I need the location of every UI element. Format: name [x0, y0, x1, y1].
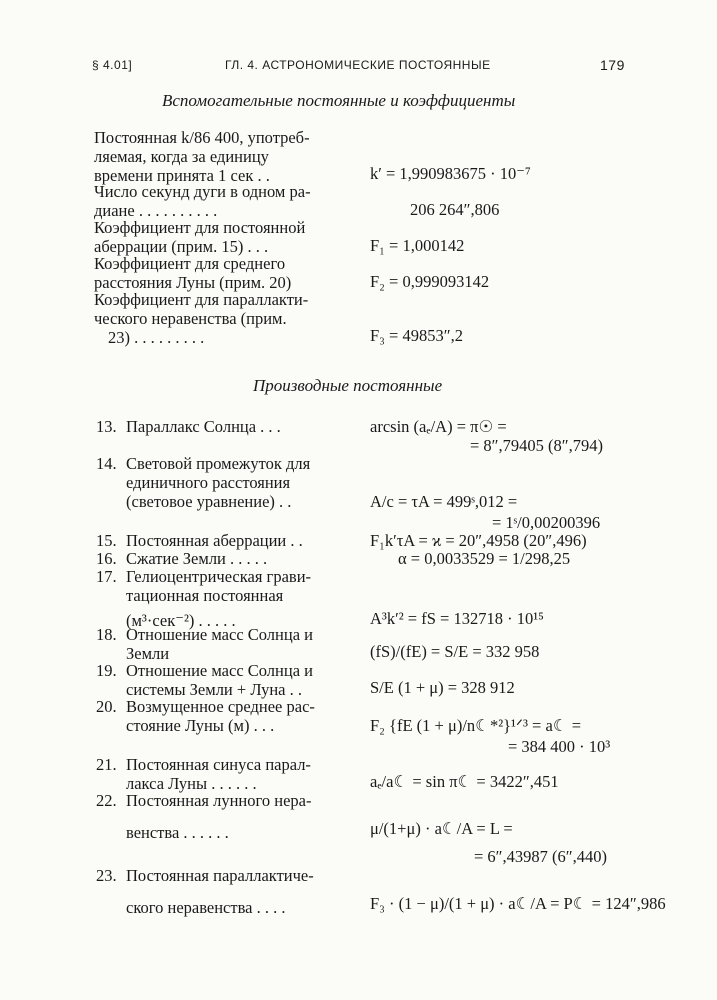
item-19-line-2: системы Земли + Луна . . — [126, 680, 302, 699]
item-22-text — [126, 791, 311, 842]
item-16-value: α = 0,0033529 = 1/298,25 — [398, 549, 571, 568]
aux-item-4 — [94, 254, 350, 292]
item-number: 14. — [96, 454, 117, 473]
aux-3-line-1: Коэффициент для постоянной — [94, 218, 306, 237]
aux-5-line-3: 23) . . . . . . . . . — [108, 328, 205, 347]
aux-2-line-1: Число секунд дуги в одном ра- — [94, 182, 311, 201]
aux-1-value: k′ = 1,990983675 · 10⁻⁷ — [370, 164, 531, 183]
item-21-line-2: лакса Луны . . . . . . — [126, 774, 257, 793]
item-number: 21. — [96, 755, 117, 774]
item-18-line-2: Земли — [126, 644, 170, 663]
aux-4-value: F₂ = 0,999093142 — [370, 272, 490, 291]
item-21-line-1: Постоянная синуса парал- — [126, 755, 311, 774]
item-17-line-2: тационная постоянная — [126, 586, 284, 605]
item-19-line-1: Отношение масс Солнца и — [126, 661, 313, 680]
item-14-line-2: единичного расстояния — [126, 473, 291, 492]
item-14-value-2: = 1ˢ/0,00200396 — [492, 513, 601, 532]
item-number: 23. — [96, 866, 117, 885]
item-16-text: Сжатие Земли . . . . . — [126, 549, 268, 568]
aux-1-line-3: времени принята 1 сек . . — [94, 166, 270, 185]
page-number: 179 — [600, 57, 625, 73]
item-13-text: Параллакс Солнца . . . — [126, 417, 281, 436]
item-20-value-2: = 384 400 · 10³ — [508, 737, 611, 756]
aux-4-line-1: Коэффициент для среднего — [94, 254, 286, 273]
item-13-value-2: = 8″,79405 (8″,794) — [470, 436, 604, 455]
item-23-text — [126, 866, 314, 917]
item-20-line-2: стояние Луны (м) . . . — [126, 716, 275, 735]
item-14-value-1: A/c = τA = 499ˢ,012 = — [370, 492, 518, 511]
item-number: 19. — [96, 661, 117, 680]
item-15-text: Постоянная аберрации . . — [126, 531, 303, 550]
aux-5-value: F₃ = 49853″,2 — [370, 326, 463, 345]
item-15-value: F₁k′τA = ϰ = 20″,4958 (20″,496) — [370, 531, 587, 550]
item-number: 17. — [96, 567, 117, 586]
aux-item-3 — [94, 218, 350, 256]
aux-2-value: 206 264″,806 — [410, 200, 500, 219]
item-17-line-3: (м³·сек⁻²) . . . . . — [126, 611, 236, 630]
item-23-value: F₃ · (1 − μ)/(1 + μ) · a☾/A = P☾ = 124″,986 — [370, 894, 666, 913]
item-number: 15. — [96, 531, 117, 550]
item-17-text — [126, 567, 348, 630]
item-20-value-1: F₂ {fE (1 + μ)/n☾*²}¹ᐟ³ = a☾ = — [370, 716, 582, 735]
item-19-value: S/E (1 + μ) = 328 912 — [370, 678, 515, 697]
item-number: 16. — [96, 549, 117, 568]
item-18-value: (fS)/(fE) = S/E = 332 958 — [370, 642, 540, 661]
item-18-line-1: Отношение масс Солнца и — [126, 625, 313, 644]
aux-section-title: Вспомогательные постоянные и коэффициенты — [162, 91, 516, 110]
item-22-value-1: μ/(1+μ) · a☾/A = L = — [370, 819, 513, 838]
item-number: 20. — [96, 697, 117, 716]
item-19-text — [126, 661, 313, 699]
item-20-text — [126, 697, 315, 735]
item-number: 13. — [96, 417, 117, 436]
item-18-text — [126, 625, 313, 663]
item-14-text — [126, 454, 348, 511]
aux-item-2 — [94, 182, 350, 220]
item-22-line-1: Постоянная лунного нера- — [126, 791, 312, 810]
item-13-value-1: arcsin (aₑ/A) = π☉ = — [370, 417, 507, 436]
item-20-line-1: Возмущенное среднее рас- — [126, 697, 315, 716]
item-22-value-2: = 6″,43987 (6″,440) — [474, 847, 608, 866]
item-number: 22. — [96, 791, 117, 810]
item-14-line-1: Световой промежуток для — [126, 454, 311, 473]
item-21-value: aₑ/a☾ = sin π☾ = 3422″,451 — [370, 772, 559, 791]
aux-item-1 — [94, 128, 350, 185]
aux-3-value: F₁ = 1,000142 — [370, 236, 465, 255]
aux-3-line-2: аберрации (прим. 15) . . . — [94, 237, 269, 256]
chapter-title: ГЛ. 4. АСТРОНОМИЧЕСКИЕ ПОСТОЯННЫЕ — [225, 58, 491, 72]
item-23-line-1: Постоянная параллактиче- — [126, 866, 314, 885]
section-ref: § 4.01] — [92, 58, 133, 72]
item-17-value: A³k′² = fS = 132718 · 10¹⁵ — [370, 609, 544, 628]
aux-1-line-1: Постоянная k/86 400, употреб- — [94, 128, 310, 147]
aux-1-line-2: ляемая, когда за единицу — [94, 147, 269, 166]
item-23-line-2: ского неравенства . . . . — [126, 898, 286, 917]
aux-4-line-2: расстояния Луны (прим. 20) — [94, 273, 292, 292]
item-22-line-2: венства . . . . . . — [126, 823, 229, 842]
item-17-line-1: Гелиоцентрическая грави- — [126, 567, 312, 586]
item-21-text — [126, 755, 311, 793]
aux-5-line-2: ческого неравенства (прим. — [94, 309, 287, 328]
aux-2-line-2: диане . . . . . . . . . . — [94, 201, 218, 220]
aux-5-line-1: Коэффициент для параллакти- — [94, 290, 309, 309]
aux-item-5 — [94, 290, 350, 347]
item-14-line-3: (световое уравнение) . . — [126, 492, 292, 511]
item-number: 18. — [96, 625, 117, 644]
derived-section-title: Производные постоянные — [253, 376, 443, 395]
